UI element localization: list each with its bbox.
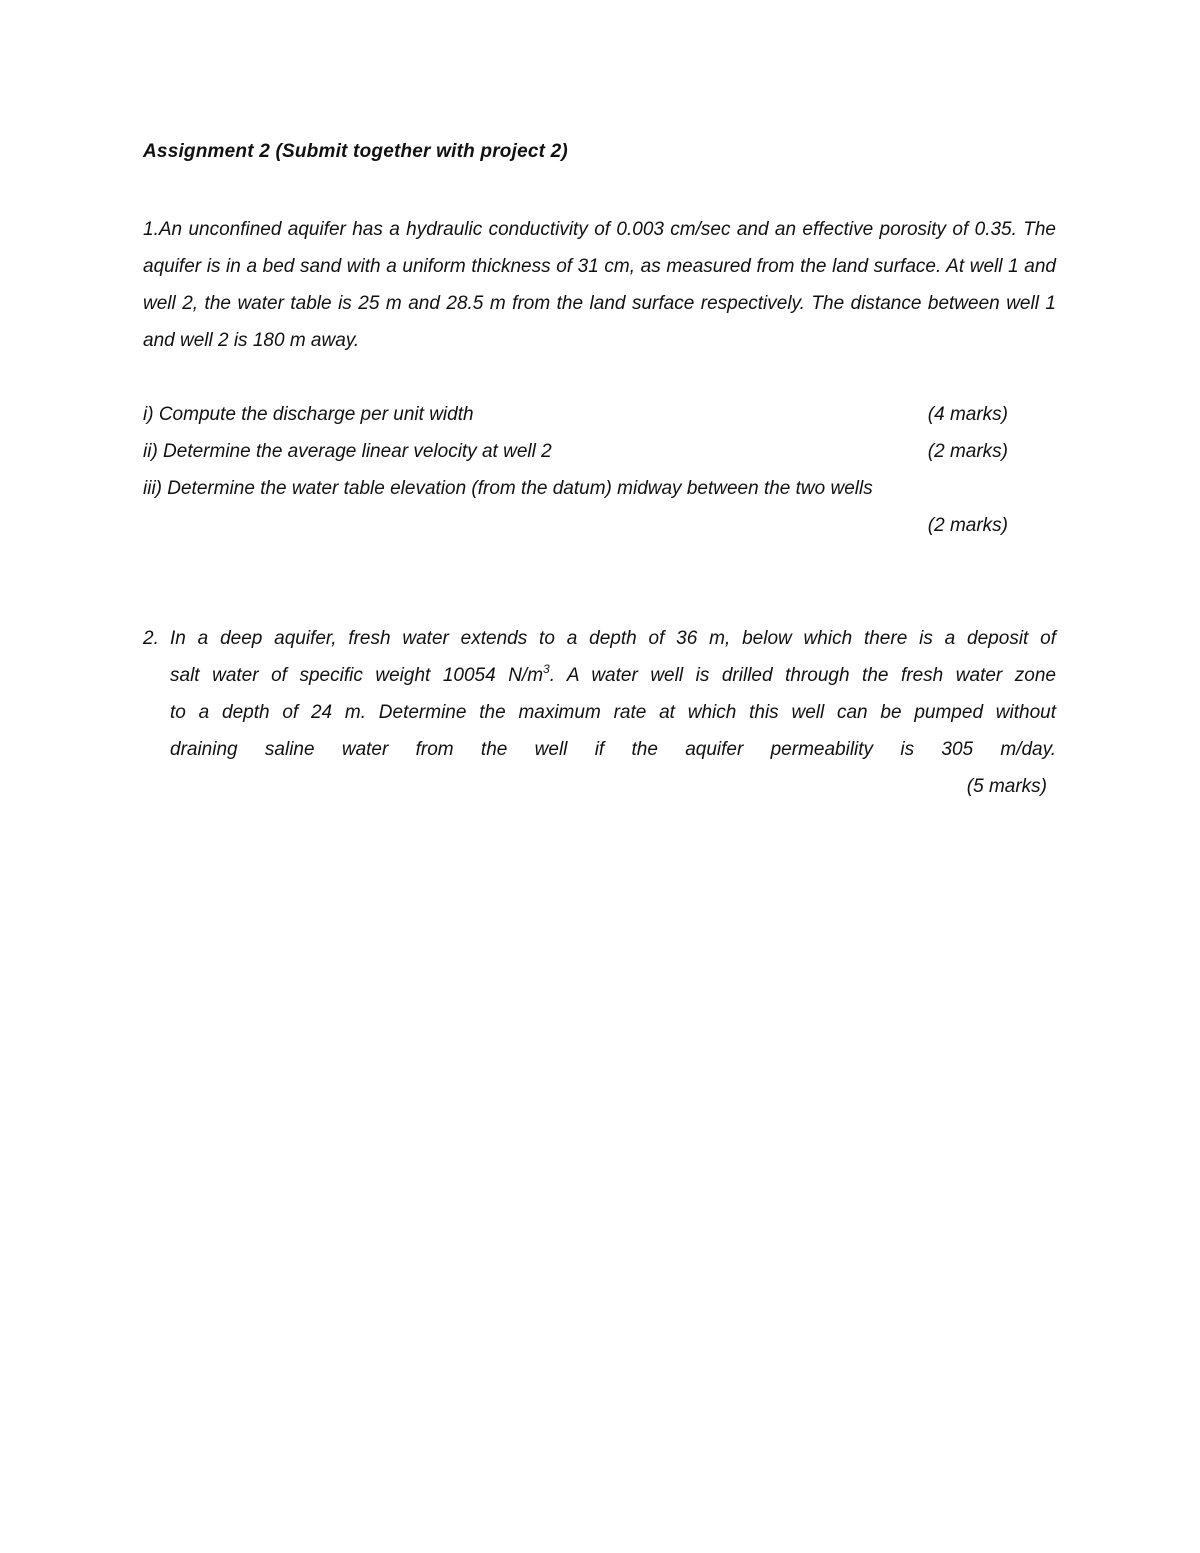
- part-ii-text: ii) Determine the average linear velocity at well 2: [143, 441, 552, 462]
- part-iii-text: iii) Determine the water table elevation (from the datum) midway between the two wells: [143, 478, 873, 499]
- part-i-marks: (4 marks): [927, 404, 1008, 425]
- part-iii-marks: (2 marks): [927, 515, 1008, 536]
- question-2-number: 2.: [143, 628, 159, 649]
- question-2-line-2: [143, 657, 1056, 694]
- question-1-part-iii-marks-row: [143, 507, 1008, 544]
- question-2: [143, 620, 1056, 805]
- question-1-part-i: [143, 396, 1008, 433]
- question-1-text: 1.An unconfined aquifer has a hydraulic conductivity of 0.003 cm/sec and an effective porosity of 0.35. The aquifer is in a bed sand with a uniform thickness of 31 cm, as measured from the land surface. At well 1 and well 2, the water table is 25 m and 28.5 m from the land surface respectively. The distance between well 1 and well 2 is 180 m away.: [143, 219, 1056, 351]
- assignment-title: Assignment 2 (Submit together with project 2): [143, 141, 568, 162]
- part-ii-marks: (2 marks): [927, 441, 1008, 462]
- question-2-line-4: [143, 731, 1056, 768]
- unit-exponent: 3: [543, 662, 550, 676]
- question-2-marks-row: [143, 768, 1056, 805]
- question-2-line-3-text: to a depth of 24 m. Determine the maximum rate at which this well can be pumped without: [170, 702, 1056, 723]
- question-2-line-1: [143, 620, 1056, 657]
- question-1-part-ii: [143, 433, 1008, 470]
- question-2-marks: (5 marks): [966, 776, 1047, 797]
- question-2-line-2-rest: . A water well is drilled through the fresh water zone: [549, 665, 1056, 686]
- question-2-line-3: [143, 694, 1056, 731]
- question-2-line-4-text: draining saline water from the well if the aquifer permeability is 305 m/day.: [170, 739, 1056, 760]
- question-2-line-2-text: [170, 657, 1056, 694]
- question-2-line-1-text: In a deep aquifer, fresh water extends to a depth of 36 m, below which there is a deposit of: [170, 628, 1056, 649]
- question-1-part-iii: [143, 470, 1008, 507]
- part-i-text: i) Compute the discharge per unit width: [143, 404, 474, 425]
- specific-weight-text: salt water of specific weight 10054 N/m: [170, 665, 544, 686]
